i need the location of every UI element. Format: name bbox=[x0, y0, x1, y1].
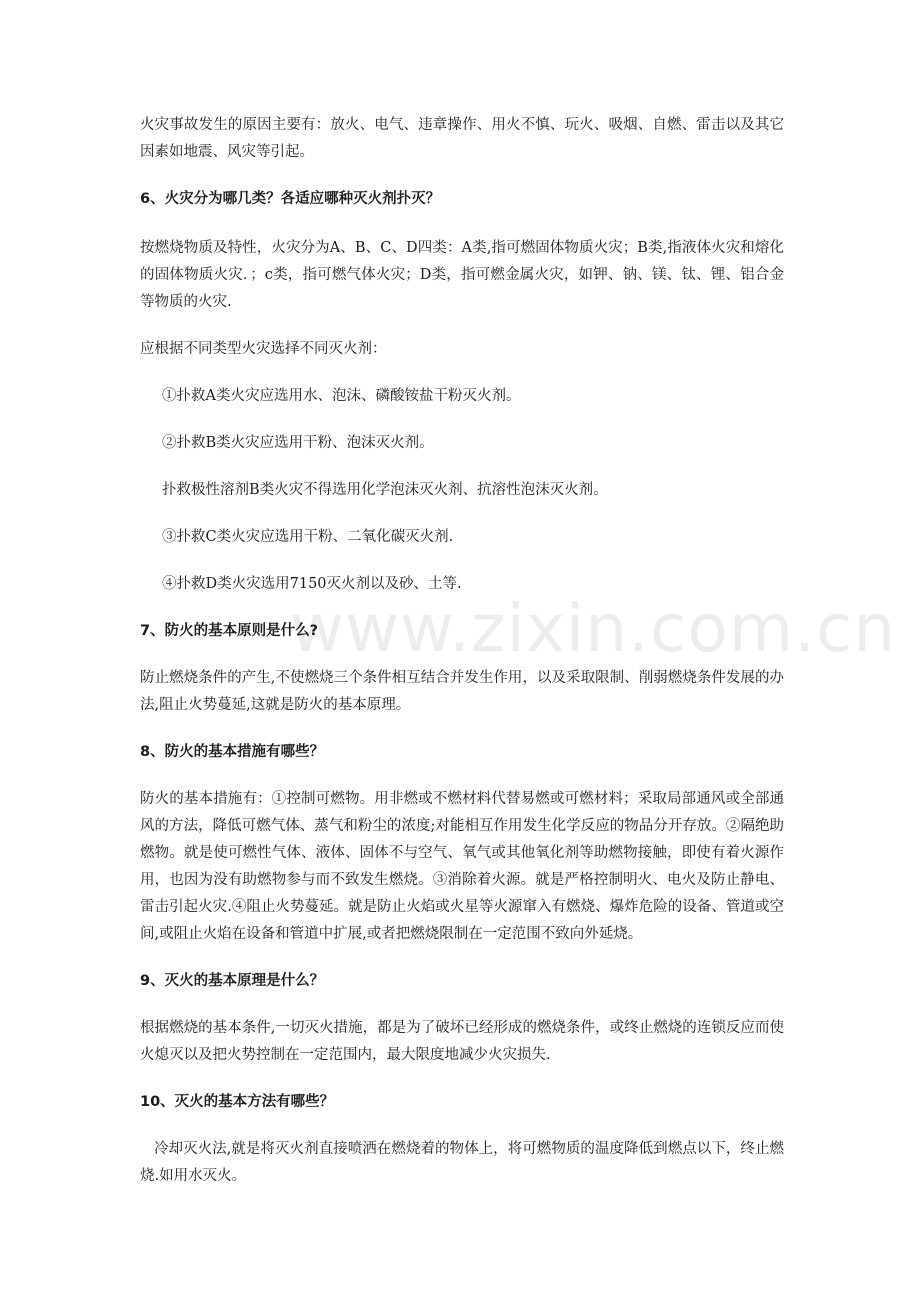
heading-q9: 9、灭火的基本原理是什么？ bbox=[140, 973, 325, 989]
paragraph-prevention-measures: 防火的基本措施有：①控制可燃物。用非燃或不燃材料代替易燃或可燃材料；采取局部通风或全部通风的方法，降低可燃气体、蒸气和粉尘的浓度;对能相互作用发生化学反应的物品分开存放。②隔绝助燃物。就是使可燃性气体、液体、固体不与空气、氧气或其他氧化剂等助燃物接触，即使有着火源作用，也因为没有助燃物参与而不致发生燃烧。③消除着火源。就是严格控制明火、电火及防止静电、雷击引起火灾.④阻止火势蔓延。就是防止火焰或火星等火源窜入有燃烧、爆炸危险的设备、管道或空间,或阻止火焰在设备和管道中扩展,或者把燃烧限制在一定范围不致向外延烧。 bbox=[140, 791, 784, 942]
paragraph-fire-causes: 火灾事故发生的原因主要有：放火、电气、违章操作、用火不慎、玩火、吸烟、自燃、雷击以及其它因素如地震、风灾等引起。 bbox=[140, 117, 784, 160]
paragraph-prevention-principle: 防止燃烧条件的产生,不使燃烧三个条件相互结合并发生作用，以及采取限制、削弱燃烧条件发展的办法,阻止火势蔓延,这就是防火的基本原理。 bbox=[140, 670, 784, 713]
paragraph-extinguish-principle: 根据燃烧的基本条件,一切灭火措施，都是为了破坏已经形成的燃烧条件，或终止燃烧的连锁反应而使火熄灭以及把火势控制在一定范围内，最大限度地减少火灾损失. bbox=[140, 1020, 784, 1063]
list-item-class-c: ③扑救C类火灾应选用干粉、二氧化碳灭火剂. bbox=[162, 529, 454, 545]
watermark: www.zixin.com.cn bbox=[290, 590, 897, 667]
list-item-class-a: ①扑救A类火灾应选用水、泡沫、磷酸铵盐干粉灭火剂。 bbox=[162, 388, 521, 404]
heading-q7: 7、防火的基本原则是什么? bbox=[140, 623, 318, 639]
paragraph-cooling-method: 冷却灭火法,就是将灭火剂直接喷洒在燃烧着的物体上，将可燃物质的温度降低到燃点以下，终止燃烧.如用水灭火。 bbox=[140, 1141, 784, 1184]
paragraph-choose-agent: 应根据不同类型火灾选择不同灭火剂： bbox=[140, 341, 387, 357]
heading-q8: 8、防火的基本措施有哪些？ bbox=[140, 744, 325, 760]
document-body bbox=[140, 112, 784, 1190]
paragraph-fire-classes: 按燃烧物质及特性，火灾分为A、B、C、D四类：A类,指可燃固体物质火灾；B类,指液体火灾和熔化的固体物质火灾．；c类，指可燃气体火灾；D类，指可燃金属火灾，如钾、钠、镁、钛、锂、铝合金等物质的火灾. bbox=[140, 240, 784, 310]
list-item-class-b-polar: 扑救极性溶剂B类火灾不得选用化学泡沫灭火剂、抗溶性泡沫灭火剂。 bbox=[162, 482, 608, 498]
list-item-class-d: ④扑救D类火灾选用7150灭火剂以及砂、土等. bbox=[162, 576, 462, 592]
list-item-class-b: ②扑救B类火灾应选用干粉、泡沫灭火剂。 bbox=[162, 435, 434, 451]
heading-q10: 10、灭火的基本方法有哪些？ bbox=[140, 1094, 335, 1110]
heading-q6: 6、火灾分为哪几类？各适应哪种灭火剂扑灭？ bbox=[140, 191, 441, 207]
